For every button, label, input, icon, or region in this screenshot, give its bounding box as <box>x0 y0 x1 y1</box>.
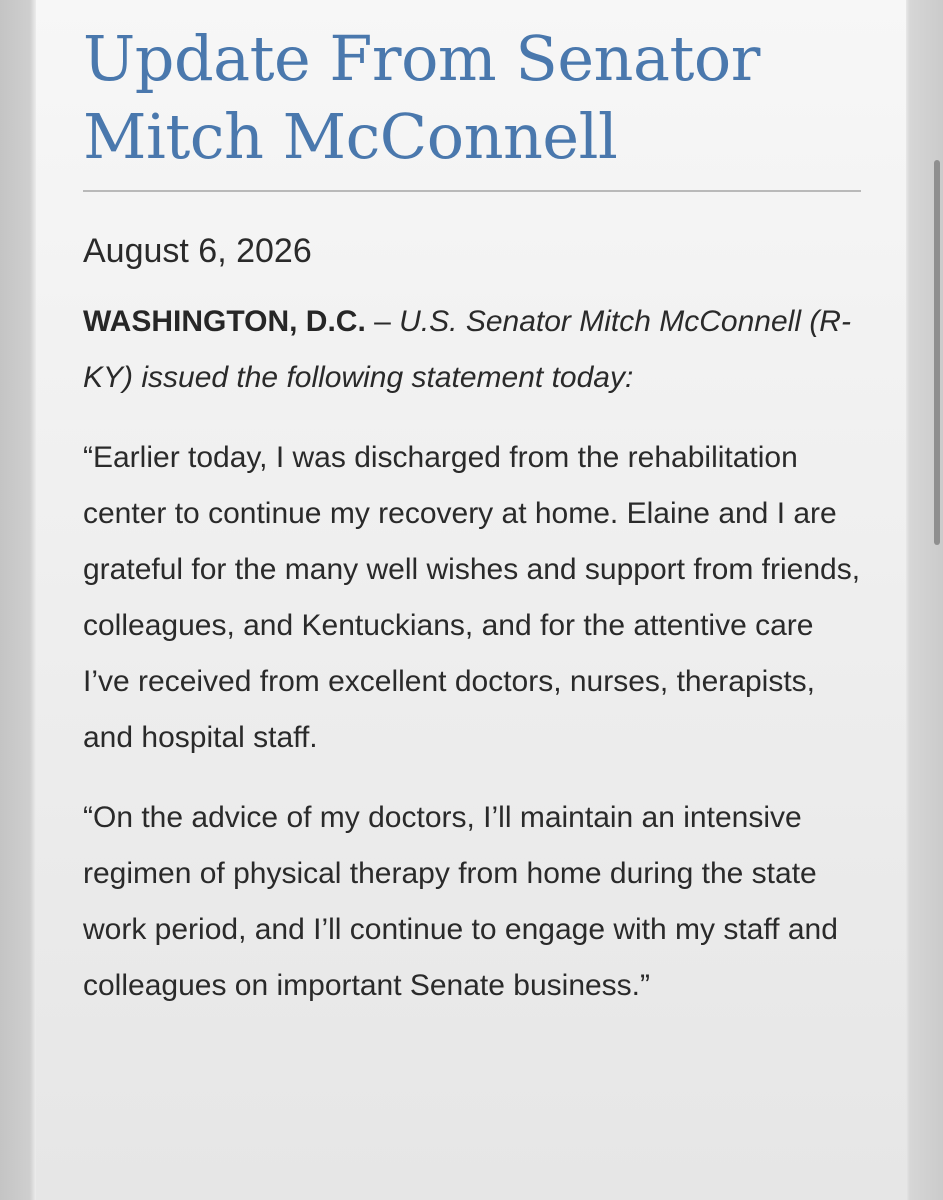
article-card <box>36 0 906 1200</box>
vertical-scrollbar[interactable] <box>931 0 943 1200</box>
article-dateline <box>83 294 863 406</box>
article-content <box>83 0 863 1014</box>
dateline-location: WASHINGTON, D.C. <box>83 305 366 338</box>
article-date: August 6, 2026 <box>83 232 312 270</box>
statement-paragraph-1: “Earlier today, I was discharged from the rehabilitation center to continue my recovery at home. Elaine and I are grateful for the many well wishes and support from friends, colleagues, and Kentuckians, and for the attentive care I’ve received from excellent doctors, nurses, therapists, and hospital staff. <box>83 441 861 754</box>
dateline-intro: U.S. Senator Mitch McConnell (R-KY) issued the following statement today: <box>83 305 851 394</box>
statement-paragraph-2: “On the advice of my doctors, I’ll maintain an intensive regimen of physical therapy from home during the state work period, and I’ll continue to engage with my staff and colleagues on important Senate business.” <box>83 801 838 1002</box>
title-divider <box>83 190 861 192</box>
article-title: Update From Senator Mitch McConnell <box>83 22 760 173</box>
scrollbar-thumb[interactable] <box>934 160 940 545</box>
dateline-separator: – <box>365 305 400 338</box>
